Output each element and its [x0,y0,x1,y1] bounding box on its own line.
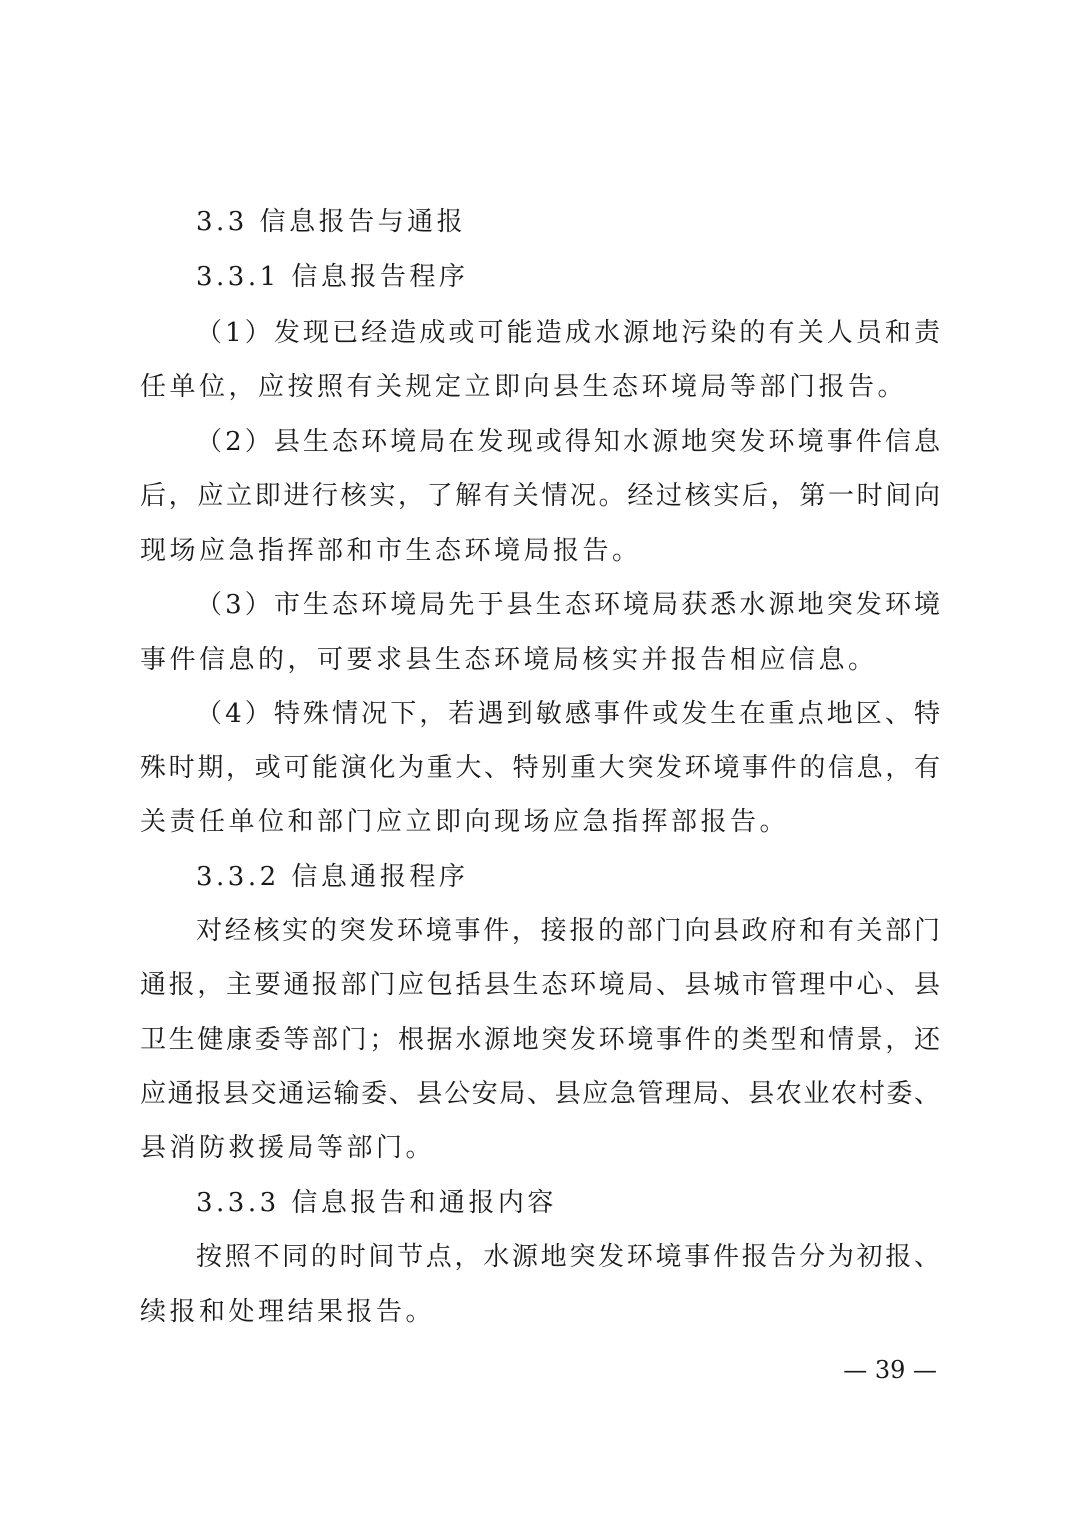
paragraph-5-line-1: 对经核实的突发环境事件，接报的部门向县政府和有关部门 [196,916,940,946]
paragraph-5-line-2: 通报，主要通报部门应包括县生态环境局、县城市管理中心、县 [140,970,940,1000]
page-number: — 39 — [843,1356,937,1384]
paragraph-3-line-1: （3）市生态环境局先于县生态环境局获悉水源地突发环境 [196,590,940,620]
paragraph-6-line-1: 按照不同的时间节点，水源地突发环境事件报告分为初报、 [196,1242,940,1272]
paragraph-1-line-1: （1）发现已经造成或可能造成水源地污染的有关人员和责 [196,318,940,348]
paragraph-2-line-3: 现场应急指挥部和市生态环境局报告。 [140,536,642,566]
paragraph-1-line-2: 任单位，应按照有关规定立即向县生态环境局等部门报告。 [140,372,908,402]
paragraph-4-line-3: 关责任单位和部门应立即向现场应急指挥部报告。 [140,807,790,837]
section-heading-3-3-2: 3.3.2 信息通报程序 [196,862,469,892]
paragraph-4-line-2: 殊时期，或可能演化为重大、特别重大突发环境事件的信息，有 [140,753,940,783]
paragraph-2-line-1: （2）县生态环境局在发现或得知水源地突发环境事件信息 [196,427,940,457]
section-heading-3-3-1: 3.3.1 信息报告程序 [196,262,469,292]
paragraph-5-line-4: 应通报县交通运输委、县公安局、县应急管理局、县农业农村委、 [140,1079,940,1109]
section-heading-3-3: 3.3 信息报告与通报 [196,207,467,237]
paragraph-6-line-2: 续报和处理结果报告。 [140,1297,436,1327]
paragraph-3-line-2: 事件信息的，可要求县生态环境局核实并报告相应信息。 [140,645,878,675]
paragraph-2-line-2: 后，应立即进行核实，了解有关情况。经过核实后，第一时间向 [140,481,940,511]
paragraph-4-line-1: （4）特殊情况下，若遇到敏感事件或发生在重点地区、特 [196,699,940,729]
paragraph-5-line-3: 卫生健康委等部门；根据水源地突发环境事件的类型和情景，还 [140,1025,940,1055]
section-heading-3-3-3: 3.3.3 信息报告和通报内容 [196,1188,557,1218]
paragraph-5-line-5: 县消防救援局等部门。 [140,1133,436,1163]
